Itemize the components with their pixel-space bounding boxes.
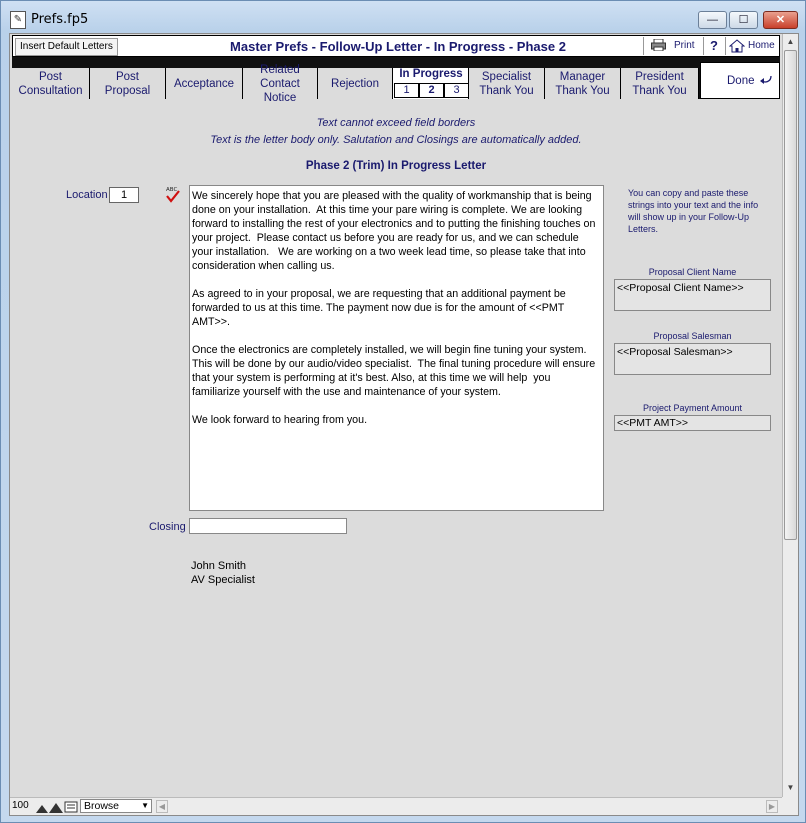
tab-label: Post Proposal bbox=[104, 70, 151, 97]
minimize-button[interactable]: — bbox=[698, 11, 727, 29]
closing-label: Closing bbox=[149, 521, 186, 533]
location-field[interactable]: 1 bbox=[109, 187, 139, 203]
close-button[interactable]: ✕ bbox=[763, 11, 798, 29]
copy-paste-hint: You can copy and paste these strings into your text and the info will show up in your Follow-Up Letters. bbox=[628, 188, 759, 234]
print-label: Print bbox=[674, 40, 695, 51]
svg-text:ABC: ABC bbox=[166, 187, 178, 193]
closing-field[interactable] bbox=[189, 518, 347, 534]
phase-2-button[interactable]: 2 bbox=[419, 83, 444, 98]
phase-3-button[interactable]: 3 bbox=[444, 83, 469, 98]
scroll-right-arrow-icon[interactable]: ▶ bbox=[766, 800, 778, 813]
mode-select[interactable] bbox=[80, 799, 152, 813]
signer-title: AV Specialist bbox=[191, 574, 255, 586]
letter-tab-bar bbox=[12, 57, 780, 104]
spell-check-icon[interactable] bbox=[165, 185, 181, 203]
payment-caption: Project Payment Amount bbox=[642, 403, 743, 413]
field-border-note: Text cannot exceed field borders bbox=[316, 117, 476, 129]
status-bar bbox=[10, 797, 782, 815]
tab-president-thank-you[interactable] bbox=[621, 68, 699, 99]
tab-label: Rejection bbox=[331, 77, 379, 90]
home-button[interactable] bbox=[725, 37, 780, 55]
document-icon: ✎ bbox=[10, 11, 26, 29]
dropdown-arrow-icon: ▼ bbox=[141, 801, 149, 810]
payment-token-field[interactable]: <<PMT AMT>> bbox=[614, 415, 771, 431]
client-name-caption: Proposal Client Name bbox=[648, 267, 737, 277]
scroll-left-arrow-icon[interactable]: ◀ bbox=[156, 800, 168, 813]
scrollbar-thumb[interactable] bbox=[784, 50, 797, 540]
phase-1-button[interactable]: 1 bbox=[394, 83, 419, 98]
scroll-up-arrow-icon[interactable]: ▲ bbox=[786, 37, 795, 46]
tab-post-consultation[interactable] bbox=[12, 68, 90, 99]
tab-specialist-thank-you[interactable] bbox=[469, 68, 545, 99]
tab-label: In Progress bbox=[399, 68, 463, 80]
letter-body-field[interactable]: We sincerely hope that you are pleased with the quality of workmanship that is being done on your installation. At this time your pare wiring is complete. We are looking forward to installing the rest of your electronics and to putting the finishing touches on your project. Please contact us before you are ready for us, and we can schedule your installation. We are working on a two week lead time, so please take that into consideration when calling us. As agreed to in your proposal, we are requesting that an additional payment be forwarded to us at this time. The payment now due is for the amount of <<PMT AMT>>. Once the electronics are completely installed, we will begin fine tuning your system. This will be done by our audio/video specialist. The final tuning procedure will ensure that your system is performing at it's best. Also, at this time we will help you familiarize yourself with the use and maintenance of your system. We look forward to hearing from you. bbox=[189, 185, 604, 511]
vertical-scrollbar[interactable] bbox=[782, 34, 798, 797]
signer-name: John Smith bbox=[191, 560, 247, 572]
done-button[interactable] bbox=[700, 62, 780, 99]
tab-label: President Thank You bbox=[632, 70, 687, 97]
maximize-button[interactable]: ☐ bbox=[729, 11, 758, 29]
tab-acceptance[interactable] bbox=[166, 68, 243, 99]
window-title: Prefs.fp5 bbox=[31, 12, 89, 27]
tab-label: Manager Thank You bbox=[555, 70, 610, 97]
page-title: Master Prefs - Follow-Up Letter - In Progress - Phase 2 bbox=[230, 39, 566, 54]
tab-related-contact-notice[interactable] bbox=[243, 63, 318, 104]
printer-icon bbox=[651, 39, 666, 51]
location-label: Location bbox=[66, 189, 108, 201]
tab-in-progress[interactable] bbox=[393, 68, 469, 99]
return-arrow-icon bbox=[759, 74, 773, 86]
print-button[interactable] bbox=[643, 37, 702, 55]
done-label: Done bbox=[727, 75, 755, 87]
zoom-controls-icon[interactable] bbox=[36, 801, 78, 813]
tab-label: Related Contact Notice bbox=[260, 63, 300, 104]
help-button[interactable]: ? bbox=[703, 37, 724, 55]
tab-manager-thank-you[interactable] bbox=[545, 68, 621, 99]
salesman-token-field[interactable]: <<Proposal Salesman>> bbox=[614, 343, 771, 375]
letter-heading: Phase 2 (Trim) In Progress Letter bbox=[305, 160, 487, 172]
mode-value: Browse bbox=[84, 800, 120, 812]
letter-body-note: Text is the letter body only. Salutation and Closings are automatically added. bbox=[210, 134, 582, 146]
tab-label: Specialist Thank You bbox=[479, 70, 534, 97]
scrollbar-corner bbox=[782, 797, 798, 815]
salesman-caption: Proposal Salesman bbox=[653, 331, 732, 341]
tab-rejection[interactable] bbox=[318, 68, 393, 99]
tab-post-proposal[interactable] bbox=[90, 68, 166, 99]
scroll-down-arrow-icon[interactable]: ▼ bbox=[786, 783, 795, 792]
zoom-level[interactable]: 100 bbox=[12, 800, 29, 811]
client-name-token-field[interactable]: <<Proposal Client Name>> bbox=[614, 279, 771, 311]
title-bar bbox=[1, 1, 805, 37]
layout-content bbox=[10, 34, 782, 797]
home-icon bbox=[729, 39, 745, 53]
insert-default-letters-button[interactable]: Insert Default Letters bbox=[15, 38, 118, 56]
header-bar bbox=[12, 35, 780, 57]
client-area bbox=[9, 33, 799, 816]
home-label: Home bbox=[748, 40, 775, 51]
tab-label: Acceptance bbox=[173, 77, 235, 90]
tab-label: Post Consultation bbox=[18, 70, 83, 97]
